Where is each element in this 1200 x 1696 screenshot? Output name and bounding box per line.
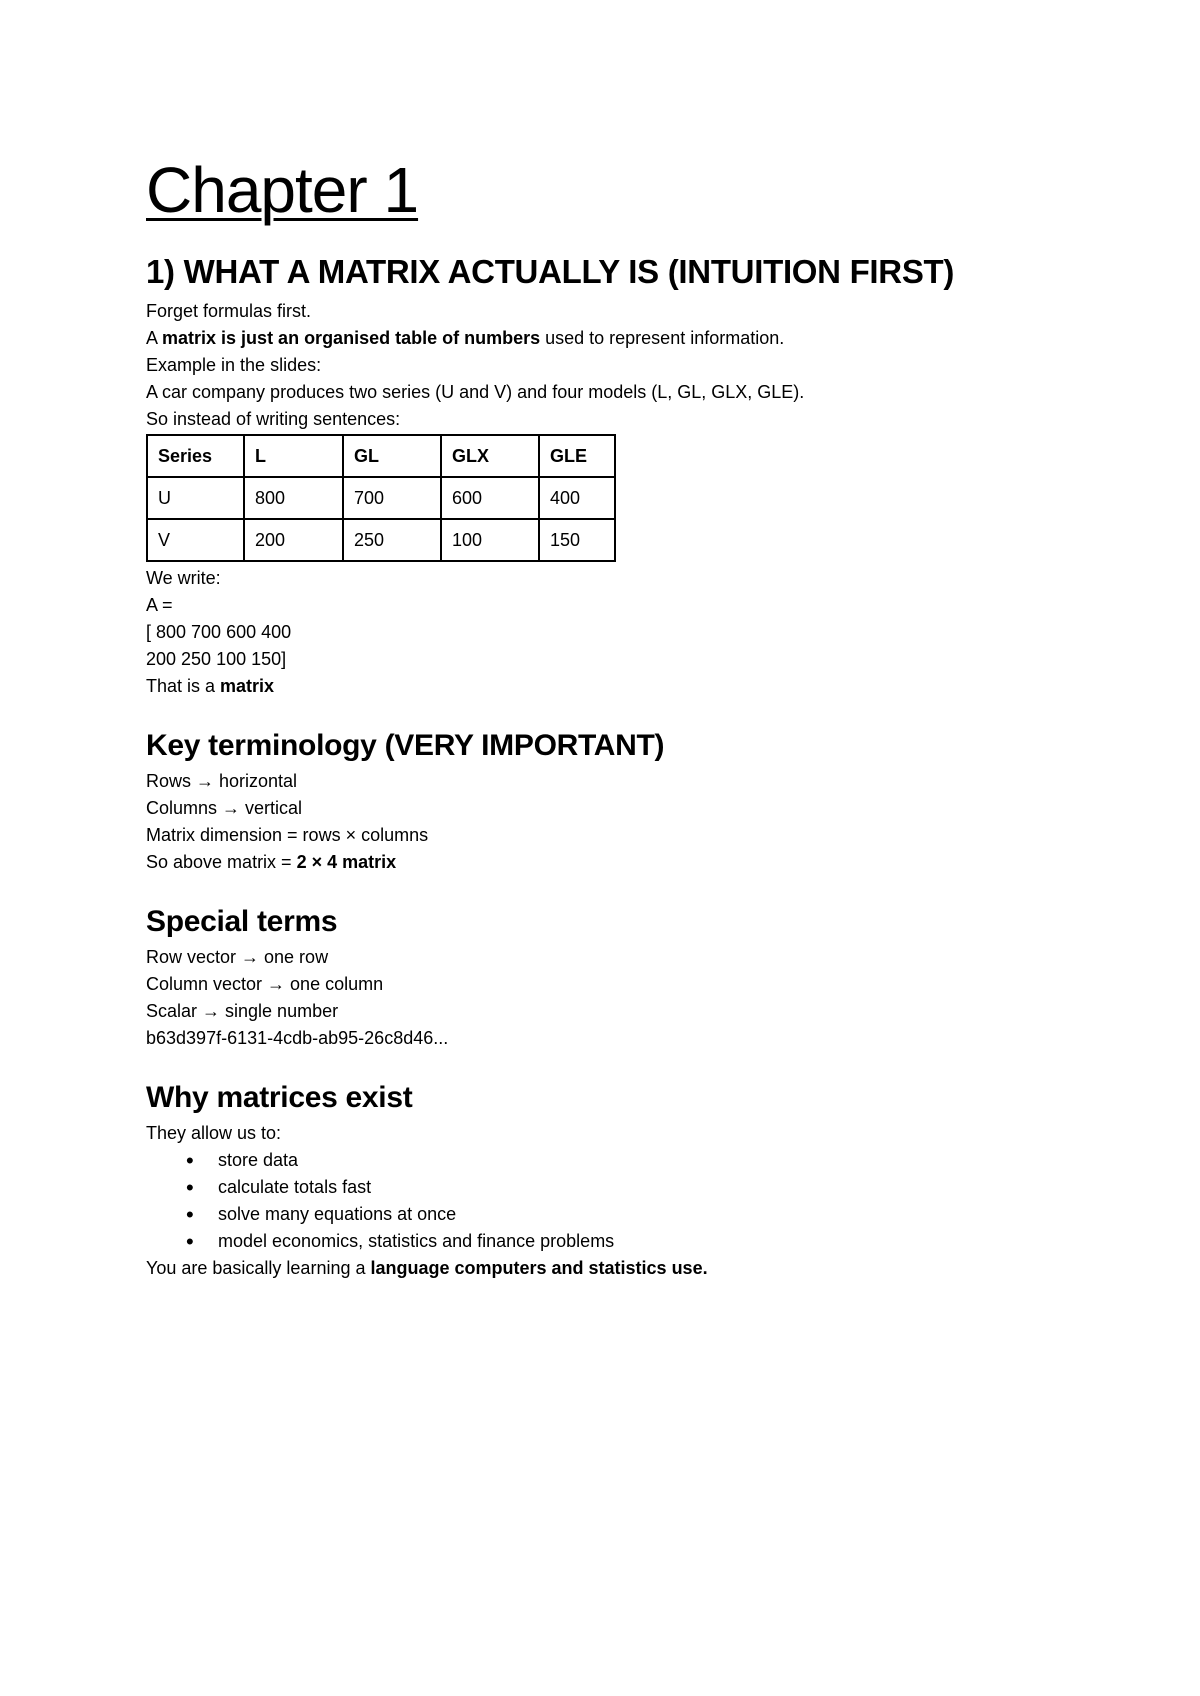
text-line: They allow us to: [146,1123,282,1143]
matrix-row-2: 200 250 100 150] [146,649,287,669]
production-table [146,434,616,562]
dimension-line [146,849,1106,876]
section-heading-terminology: Key terminology (VERY IMPORTANT) [146,729,665,762]
list-item: • solve many equations at once [186,1201,1106,1228]
list-item: • calculate totals fast [186,1174,1106,1201]
table-header-cell: GLE [539,435,615,477]
text-line: A car company produces two series (U and V) and four models (L, GL, GLX, GLE). [146,382,805,402]
table-header-cell: GLX [441,435,539,477]
table-row [147,519,615,561]
list-item: • model economics, statistics and finance problems [186,1228,1106,1255]
spacer [146,700,1106,726]
table-cell: 400 [539,477,615,519]
matrix-definition-line [146,325,1106,352]
spacer [146,1052,1106,1078]
text-line: Forget formulas first. [146,301,312,321]
text-line: Scalar → single number [146,1001,339,1021]
text-fragment: You are basically learning a [146,1258,371,1278]
text-fragment: So above matrix = [146,852,297,872]
text-line: Matrix dimension = rows × columns [146,825,429,845]
section-heading-why-matrices: Why matrices exist [146,1081,413,1114]
section-heading-matrix: 1) WHAT A MATRIX ACTUALLY IS (INTUITION FIRST) [146,253,955,290]
table-cell: V [147,519,244,561]
section-heading-special-terms: Special terms [146,905,338,938]
text-line: Rows → horizontal [146,771,298,791]
text-line: Column vector → one column [146,974,384,994]
chapter-title: Chapter 1 [146,154,419,226]
table-cell: 700 [343,477,441,519]
bullet-list [146,1147,1106,1255]
table-cell: 150 [539,519,615,561]
table-cell: 250 [343,519,441,561]
table-header-cell: Series [147,435,244,477]
that-is-line [146,673,1106,700]
text-line: Columns → vertical [146,798,303,818]
list-item: • store data [186,1147,1106,1174]
closing-line [146,1255,1106,1282]
table-row [147,477,615,519]
spacer [146,876,1106,902]
bold-fragment: matrix [220,676,275,696]
table-cell: 200 [244,519,343,561]
text-line: We write: [146,568,221,588]
text-line: So instead of writing sentences: [146,409,401,429]
table-cell: 600 [441,477,539,519]
text-line: Example in the slides: [146,355,322,375]
text-line: b63d397f-6131-4cdb-ab95-26c8d46... [146,1028,449,1048]
table-cell: 800 [244,477,343,519]
table-header-cell: GL [343,435,441,477]
bold-fragment: 2 × 4 matrix [296,852,397,872]
table-header-row [147,435,615,477]
bold-fragment: language computers and statistics use. [370,1258,708,1278]
table-cell: U [147,477,244,519]
table-header-cell: L [244,435,343,477]
matrix-row-1: [ 800 700 600 400 [146,622,292,642]
bold-fragment: matrix is just an organised table of numbers [162,328,541,348]
text-fragment: A [146,328,163,348]
text-line: A = [146,595,173,615]
table-cell: 100 [441,519,539,561]
text-fragment: used to represent information. [540,328,785,348]
text-fragment: That is a [146,676,221,696]
document-page [146,150,1106,1282]
text-line: Row vector → one row [146,947,329,967]
